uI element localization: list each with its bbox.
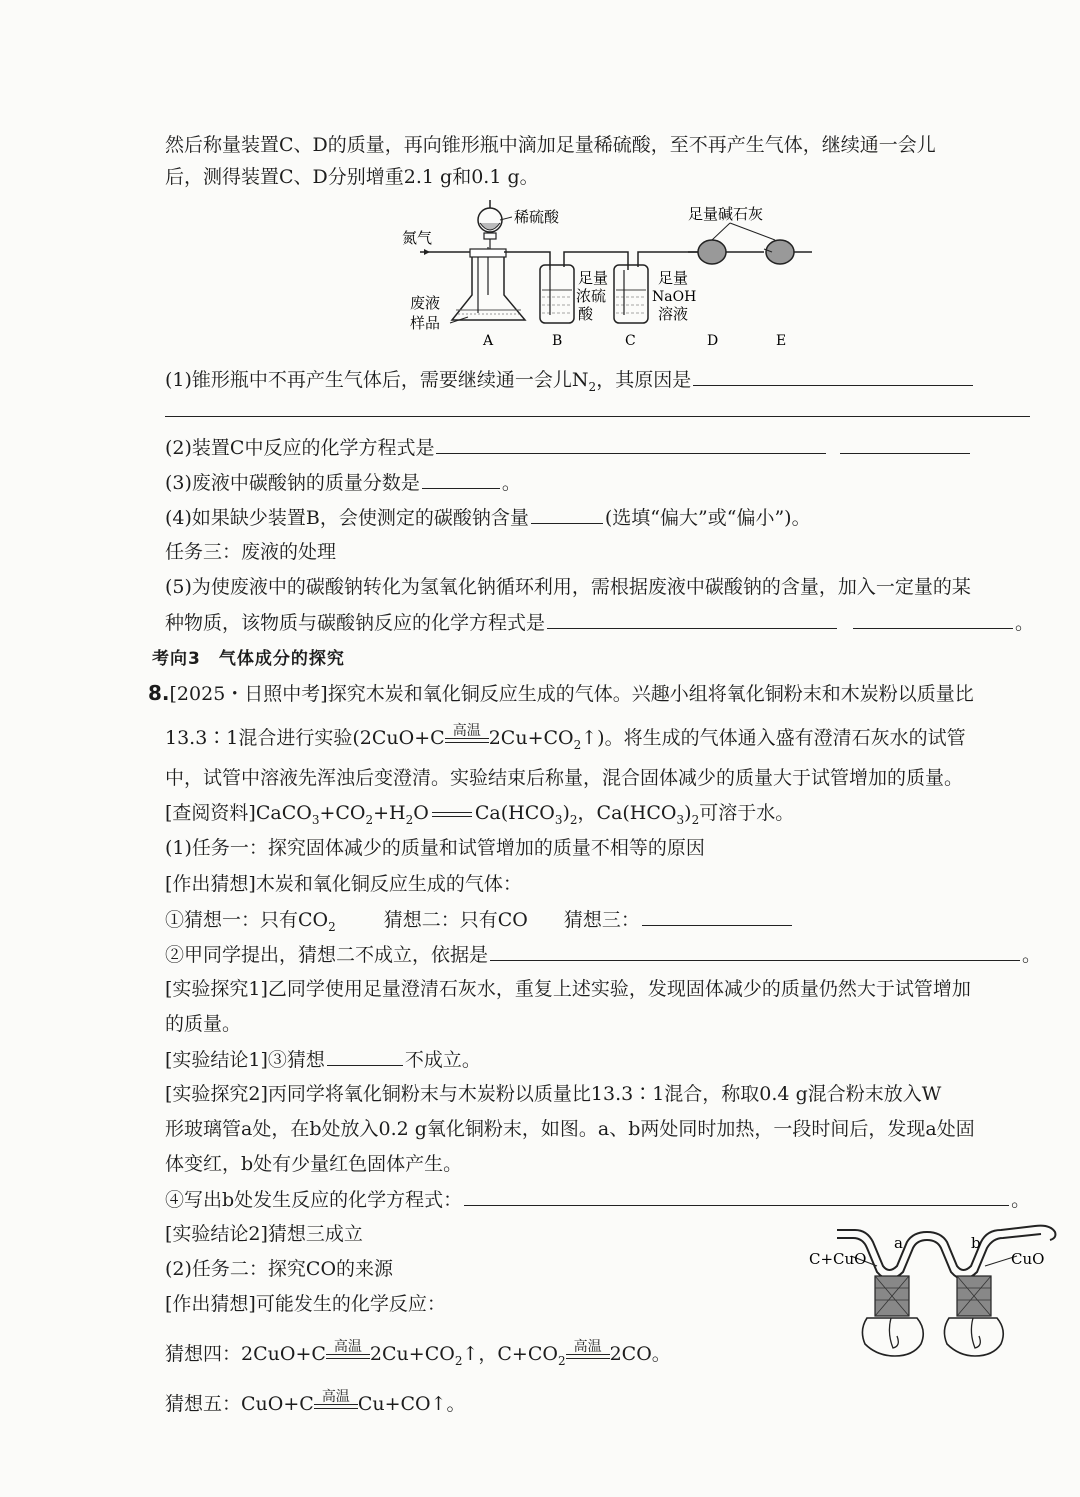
hypothesis-4: 猜想四：2CuO+C 高温 $2Cu+CO_2↑$，$C+CO_2$ 高温 2CO。 xyxy=(165,1339,671,1368)
experiment-1: [实验探究1]乙同学使用足量澄清石灰水，重复上述实验，发现固体减少的质量仍然大于试管增加 xyxy=(165,978,971,1000)
hypothesis-intro-2: [作出猜想]可能发生的化学反应： xyxy=(165,1293,446,1315)
answer-blank-2b[interactable] xyxy=(840,433,970,454)
section-heading: 考向3 气体成分的探究 xyxy=(152,649,345,669)
q8-reference-data: [查阅资料]$CaCO_3+CO_2+H_2O$ $Ca(HCO_3)_2$，$Ca(HCO_3)_2$可溶于水。 xyxy=(165,802,795,827)
answer-blank-2[interactable] xyxy=(436,433,826,454)
label-b-1: 足量 xyxy=(578,269,609,287)
label-c-3: 溶液 xyxy=(658,305,689,323)
answer-blank-basis[interactable] xyxy=(490,940,1020,961)
answer-blank-1[interactable] xyxy=(693,365,973,386)
hypothesis-intro: [作出猜想]木炭和氧化铜反应生成的气体： xyxy=(165,873,522,895)
q8-line-3: 中，试管中溶液先浑浊后变澄清。实验结束后称量，混合固体减少的质量大于试管增加的质量。 xyxy=(165,767,964,789)
answer-blank-conclusion[interactable] xyxy=(327,1045,403,1066)
conclusion-2: [实验结论2]猜想三成立 xyxy=(165,1223,363,1245)
question-1: (1)锥形瓶中不再产生气体后，需要继续通一会儿$N_2$，其原因是 xyxy=(165,365,975,394)
reaction-condition-4b: 高温 xyxy=(566,1340,610,1368)
apparatus-figure xyxy=(400,195,820,350)
task-2: (2)任务二：探究CO的来源 xyxy=(165,1258,394,1280)
task-1: (1)任务一：探究固体减少的质量和试管增加的质量不相等的原因 xyxy=(165,837,705,859)
answer-blank-4[interactable] xyxy=(531,503,603,524)
label-cuo: CuO xyxy=(1011,1250,1045,1268)
hypotheses: ①猜想一：只有$CO_2$ 猜想二：只有CO 猜想三： xyxy=(165,905,794,934)
q8-line-1: 8.[2025・日照中考]探究木炭和氧化铜反应生成的气体。兴趣小组将氧化铜粉末和木炭粉以质量比 xyxy=(148,681,974,705)
answer-blank-3[interactable] xyxy=(422,468,500,489)
question-2: (2)装置C中反应的化学方程式是 xyxy=(165,433,972,462)
q8-line-2: 13.3∶1混合进行实验(2CuO+C 高温 $2Cu+CO_2↑$)。将生成的气体通入盛有澄清石灰水的试管 xyxy=(165,723,966,752)
label-B: B xyxy=(552,333,563,349)
answer-blank-5b[interactable] xyxy=(853,608,1013,629)
label-a: a xyxy=(894,1234,903,1252)
label-c-2: NaOH xyxy=(652,289,697,305)
answer-blank-equation-b[interactable] xyxy=(464,1185,1009,1206)
label-c-1: 足量 xyxy=(658,269,689,287)
question-3: (3)废液中碳酸钠的质量分数是 。 xyxy=(165,468,521,497)
intro-line-1: 然后称量装置C、D的质量，再向锥形瓶中滴加足量稀硫酸，至不再产生气体，继续通一会儿 xyxy=(165,134,936,156)
experiment-1-cont: 的质量。 xyxy=(165,1013,242,1035)
hypothesis-5: 猜想五：CuO+C 高温 Cu+CO↑。 xyxy=(165,1390,466,1418)
label-E: E xyxy=(776,333,787,349)
intro-line-2: 后，测得装置C、D分别增重2.1 g和0.1 g。 xyxy=(165,166,539,188)
question-number: 8. xyxy=(148,681,170,705)
label-A: A xyxy=(483,333,494,349)
label-b-3: 酸 xyxy=(578,305,594,323)
reaction-condition: 高温 xyxy=(445,724,489,752)
experiment-2-line-1: [实验探究2]丙同学将氧化铜粉末与木炭粉以质量比13.3∶1混合，称取0.4 g混合粉末放入W xyxy=(165,1083,942,1105)
label-nitrogen: 氮气 xyxy=(402,229,433,247)
question-source: [2025・日照中考] xyxy=(169,683,328,705)
label-soda-lime: 足量碱石灰 xyxy=(688,205,764,223)
q8-point-2: ②甲同学提出，猜想二不成立，依据是 。 xyxy=(165,940,1041,969)
answer-blank-5[interactable] xyxy=(547,608,837,629)
label-C: C xyxy=(625,333,636,349)
label-b-2: 浓硫 xyxy=(576,287,607,305)
w-tube-figure xyxy=(805,1218,1065,1363)
experiment-2-line-2: 形玻璃管a处，在b处放入0.2 g氧化铜粉末，如图。a、b两处同时加热，一段时间后，发现a处固 xyxy=(165,1118,975,1140)
label-mixture: C+CuO xyxy=(809,1250,867,1268)
q8-point-4: ④写出b处发生反应的化学方程式： 。 xyxy=(165,1185,1030,1214)
question-5-line-1: (5)为使废液中的碳酸钠转化为氢氧化钠循环利用，需根据废液中碳酸钠的含量，加入一定量的某 xyxy=(165,576,971,598)
label-sample-1: 废液 xyxy=(410,294,441,312)
reaction-condition-5: 高温 xyxy=(314,1390,358,1418)
label-sample-2: 样品 xyxy=(410,314,441,332)
question-4: (4)如果缺少装置B，会使测定的碳酸钠含量 (选填“偏大”或“偏小”)。 xyxy=(165,503,811,532)
answer-blank-hypothesis-3[interactable] xyxy=(642,905,792,926)
label-dilute-acid: 稀硫酸 xyxy=(514,208,560,226)
conclusion-1: [实验结论1]③猜想 不成立。 xyxy=(165,1045,481,1074)
label-D: D xyxy=(707,333,719,349)
reaction-condition-4a: 高温 xyxy=(326,1340,370,1368)
experiment-2-line-3: 体变红，b处有少量红色固体产生。 xyxy=(165,1153,463,1175)
question-5-line-2: 种物质，该物质与碳酸钠反应的化学方程式是 。 xyxy=(165,608,1034,637)
answer-blank-1-cont[interactable] xyxy=(165,416,1030,417)
task-3-heading: 任务三：废液的处理 xyxy=(165,541,337,563)
label-b: b xyxy=(971,1234,981,1252)
